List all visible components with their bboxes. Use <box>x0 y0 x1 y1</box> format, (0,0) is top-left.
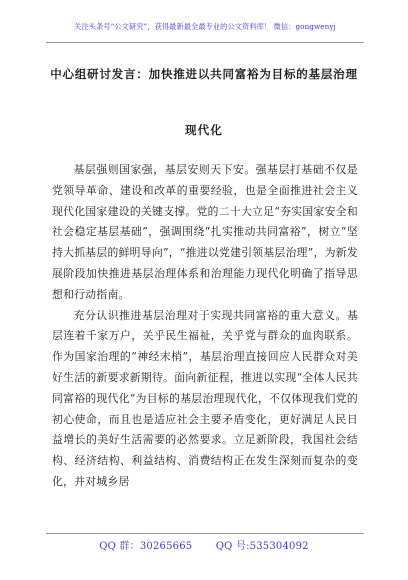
header-promo-text: 关注头条号“公文研究”，获得最新最全最专业的公文资料库！ 微信：gongwenyj <box>74 22 336 31</box>
header-divider <box>46 42 364 43</box>
paragraph: 充分认识推进基层治理对于实现共同富裕的重大意义。基层连着千家万户，关乎民生福祉，关乎党与群众的血肉联系。作为国家治理的“神经末梢”，基层治理直接回应人民群众对美好生活的新要求新期待。面向新征程，推进以实现“全体人民共同富裕的现代化”为目标的基层治理现代化，不仅体现我们党的初心使命，而且也是适应社会主要矛盾变化，更好满足人民日益增长的美好生活需要的必然要求。立足新阶段，我国社会结构、经济结构、利益结构、消费结构正在发生深刻而复杂的变化，并对城乡居 <box>52 308 358 488</box>
footer-qq-group: QQ 群：30265665 <box>99 541 193 552</box>
document-title-continued: 现代化 <box>184 123 224 137</box>
footer-divider <box>46 533 364 534</box>
footer <box>0 537 408 552</box>
document-body <box>52 160 358 493</box>
footer-qq-number: QQ 号:535304092 <box>215 541 309 552</box>
document-title: 中心组研讨发言：加快推进以共同富裕为目标的基层治理 <box>50 67 358 81</box>
paragraph: 基层强则国家强，基层安则天下安。强基层打基础不仅是党领导革命、建设和改革的重要经验，也是全面推进社会主义现代化国家建设的关键支撑。党的二十大立足“夯实国家安全和社会稳定基层基础”，强调围绕“扎实推动共同富裕”，树立“坚持大抓基层的鲜明导向”，“推进以党建引领基层治理”，为新发展阶段加快推进基层治理体系和治理能力现代化明确了指导思想和行动指南。 <box>52 163 358 301</box>
